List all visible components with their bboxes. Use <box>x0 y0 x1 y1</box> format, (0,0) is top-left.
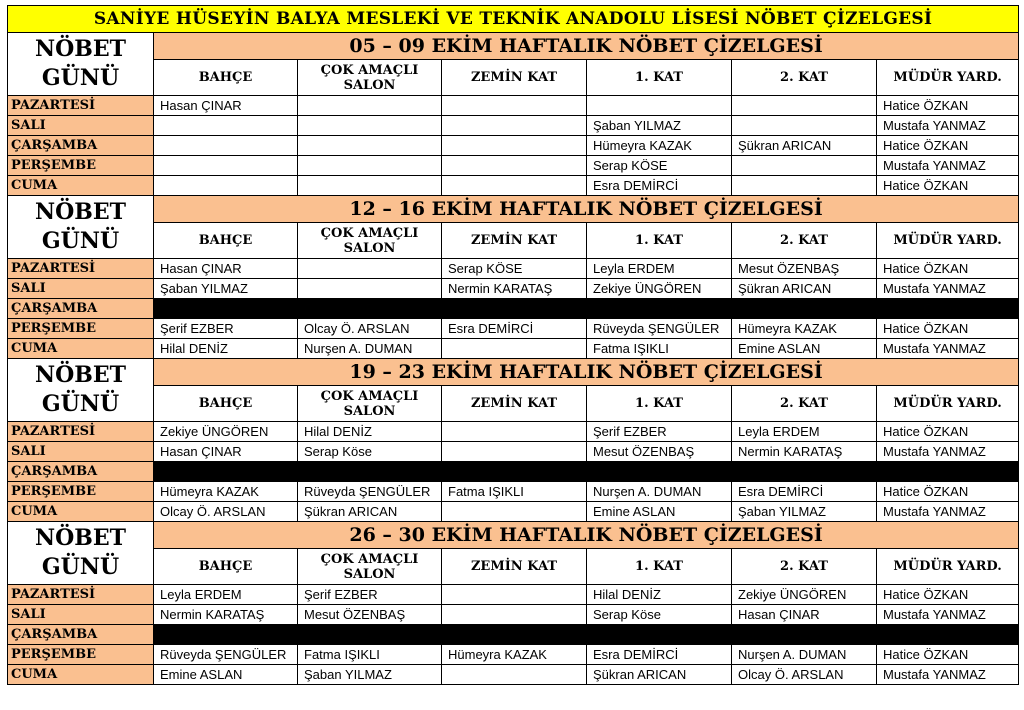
duty-cell: Hümeyra KAZAK <box>154 482 298 502</box>
day-row <box>8 442 1019 462</box>
duty-cell: Hümeyra KAZAK <box>587 136 732 156</box>
column-header: ZEMİN KAT <box>442 386 587 422</box>
duty-cell: Nurşen A. DUMAN <box>587 482 732 502</box>
duty-cell <box>298 176 442 196</box>
duty-cell <box>154 156 298 176</box>
duty-cell: Mustafa YANMAZ <box>877 116 1019 136</box>
column-header: ÇOK AMAÇLI SALON <box>298 60 442 96</box>
duty-cell: Nurşen A. DUMAN <box>732 645 877 665</box>
nobet-label-line1: NÖBET <box>34 199 126 225</box>
duty-cell: Mustafa YANMAZ <box>877 665 1019 685</box>
column-header: MÜDÜR YARD. <box>877 60 1019 96</box>
duty-cell <box>442 136 587 156</box>
duty-cell <box>154 176 298 196</box>
day-row <box>8 299 1019 319</box>
day-row <box>8 156 1019 176</box>
duty-cell: Hatice ÖZKAN <box>877 259 1019 279</box>
day-label: SALI <box>8 279 154 299</box>
duty-cell: Esra DEMİRCİ <box>732 482 877 502</box>
column-header-row <box>8 549 1019 585</box>
no-duty-bar <box>154 299 1019 319</box>
column-header: 2. KAT <box>732 549 877 585</box>
duty-cell <box>298 136 442 156</box>
duty-cell: Şükran ARICAN <box>298 502 442 522</box>
day-label: ÇARŞAMBA <box>8 462 154 482</box>
duty-cell: Şaban YILMAZ <box>154 279 298 299</box>
duty-cell: Şaban YILMAZ <box>732 502 877 522</box>
day-row <box>8 625 1019 645</box>
duty-cell: Serap KÖSE <box>442 259 587 279</box>
duty-cell: Mustafa YANMAZ <box>877 339 1019 359</box>
duty-cell: Mustafa YANMAZ <box>877 605 1019 625</box>
duty-cell: Rüveyda ŞENGÜLER <box>298 482 442 502</box>
day-label: CUMA <box>8 665 154 685</box>
day-row <box>8 176 1019 196</box>
duty-cell: Emine ASLAN <box>587 502 732 522</box>
duty-cell <box>154 136 298 156</box>
duty-cell <box>298 279 442 299</box>
duty-cell: Şaban YILMAZ <box>587 116 732 136</box>
duty-cell: Olcay Ö. ARSLAN <box>154 502 298 522</box>
duty-cell <box>732 116 877 136</box>
day-label: PAZARTESİ <box>8 96 154 116</box>
day-row <box>8 279 1019 299</box>
day-row <box>8 136 1019 156</box>
column-header: ÇOK AMAÇLI SALON <box>298 223 442 259</box>
duty-cell: Serap Köse <box>298 442 442 462</box>
duty-cell: Hasan ÇINAR <box>154 259 298 279</box>
day-label: CUMA <box>8 339 154 359</box>
column-header-row <box>8 223 1019 259</box>
week-title: 05 – 09 EKİM HAFTALIK NÖBET ÇİZELGESİ <box>154 33 1019 60</box>
duty-cell: Şaban YILMAZ <box>298 665 442 685</box>
day-label: PERŞEMBE <box>8 482 154 502</box>
duty-cell <box>442 176 587 196</box>
duty-cell: Leyla ERDEM <box>154 585 298 605</box>
schedule-title: SANİYE HÜSEYİN BALYA MESLEKİ VE TEKNİK ANADOLU LİSESİ NÖBET ÇİZELGESİ <box>8 6 1019 33</box>
duty-cell: Şükran ARICAN <box>732 279 877 299</box>
column-header: ZEMİN KAT <box>442 549 587 585</box>
duty-cell <box>442 96 587 116</box>
duty-cell <box>442 116 587 136</box>
duty-cell: Hilal DENİZ <box>298 422 442 442</box>
duty-cell <box>442 442 587 462</box>
day-label: ÇARŞAMBA <box>8 136 154 156</box>
column-header: 1. KAT <box>587 549 732 585</box>
duty-cell: Hümeyra KAZAK <box>442 645 587 665</box>
week-title: 12 – 16 EKİM HAFTALIK NÖBET ÇİZELGESİ <box>154 196 1019 223</box>
duty-cell: Nermin KARATAŞ <box>442 279 587 299</box>
nobet-label-line1: NÖBET <box>34 362 126 388</box>
duty-cell: Fatma IŞIKLI <box>442 482 587 502</box>
day-label: PERŞEMBE <box>8 156 154 176</box>
duty-cell: Olcay Ö. ARSLAN <box>298 319 442 339</box>
duty-cell: Hasan ÇINAR <box>154 96 298 116</box>
duty-cell: Şerif EZBER <box>154 319 298 339</box>
column-header-row <box>8 386 1019 422</box>
week-title: 26 – 30 EKİM HAFTALIK NÖBET ÇİZELGESİ <box>154 522 1019 549</box>
duty-cell: Olcay Ö. ARSLAN <box>732 665 877 685</box>
day-label: PAZARTESİ <box>8 585 154 605</box>
duty-cell: Hatice ÖZKAN <box>877 422 1019 442</box>
duty-cell: Mesut ÖZENBAŞ <box>298 605 442 625</box>
week-header-row <box>8 196 1019 223</box>
nobet-label-line2: GÜNÜ <box>41 65 120 91</box>
column-header: 2. KAT <box>732 386 877 422</box>
day-row <box>8 116 1019 136</box>
duty-cell: Şükran ARICAN <box>587 665 732 685</box>
nobet-label-line2: GÜNÜ <box>41 554 120 580</box>
day-row <box>8 605 1019 625</box>
column-header: BAHÇE <box>154 549 298 585</box>
duty-cell: Mustafa YANMAZ <box>877 156 1019 176</box>
duty-cell: Esra DEMİRCİ <box>587 176 732 196</box>
no-duty-bar <box>154 462 1019 482</box>
duty-cell <box>298 156 442 176</box>
day-label: CUMA <box>8 176 154 196</box>
day-row <box>8 259 1019 279</box>
duty-cell <box>442 422 587 442</box>
column-header: BAHÇE <box>154 60 298 96</box>
duty-cell: Hatice ÖZKAN <box>877 176 1019 196</box>
duty-cell: Hatice ÖZKAN <box>877 319 1019 339</box>
duty-cell: Nermin KARATAŞ <box>154 605 298 625</box>
duty-cell: Serap Köse <box>587 605 732 625</box>
week-header-row <box>8 33 1019 60</box>
day-row <box>8 319 1019 339</box>
duty-cell <box>298 259 442 279</box>
column-header: 2. KAT <box>732 223 877 259</box>
duty-cell <box>442 665 587 685</box>
column-header-row <box>8 60 1019 96</box>
duty-cell: Fatma IŞIKLI <box>298 645 442 665</box>
duty-cell: Emine ASLAN <box>732 339 877 359</box>
duty-cell: Mustafa YANMAZ <box>877 442 1019 462</box>
column-header: 1. KAT <box>587 60 732 96</box>
day-row <box>8 422 1019 442</box>
column-header: 1. KAT <box>587 386 732 422</box>
day-label: PAZARTESİ <box>8 422 154 442</box>
duty-cell <box>154 116 298 136</box>
day-row <box>8 665 1019 685</box>
duty-cell <box>298 96 442 116</box>
day-row <box>8 645 1019 665</box>
duty-cell: Emine ASLAN <box>154 665 298 685</box>
duty-cell: Hatice ÖZKAN <box>877 585 1019 605</box>
nobet-label-line1: NÖBET <box>34 36 126 62</box>
duty-cell: Nermin KARATAŞ <box>732 442 877 462</box>
day-row <box>8 339 1019 359</box>
column-header: ZEMİN KAT <box>442 223 587 259</box>
duty-cell: Mesut ÖZENBAŞ <box>587 442 732 462</box>
duty-cell: Mesut ÖZENBAŞ <box>732 259 877 279</box>
week-header-row <box>8 359 1019 386</box>
duty-cell: Şükran ARICAN <box>732 136 877 156</box>
duty-cell: Hilal DENİZ <box>587 585 732 605</box>
duty-cell: Hatice ÖZKAN <box>877 482 1019 502</box>
nobet-label-line2: GÜNÜ <box>41 391 120 417</box>
column-header: ÇOK AMAÇLI SALON <box>298 549 442 585</box>
duty-cell <box>732 156 877 176</box>
duty-cell: Hasan ÇINAR <box>732 605 877 625</box>
no-duty-bar <box>154 625 1019 645</box>
duty-cell: Zekiye ÜNGÖREN <box>154 422 298 442</box>
duty-cell <box>732 176 877 196</box>
nobet-label-line2: GÜNÜ <box>41 228 120 254</box>
week-title: 19 – 23 EKİM HAFTALIK NÖBET ÇİZELGESİ <box>154 359 1019 386</box>
week-header-row <box>8 522 1019 549</box>
duty-cell: Leyla ERDEM <box>587 259 732 279</box>
day-label: CUMA <box>8 502 154 522</box>
duty-cell <box>442 502 587 522</box>
column-header: 1. KAT <box>587 223 732 259</box>
duty-cell <box>298 116 442 136</box>
duty-cell: Şerif EZBER <box>587 422 732 442</box>
nobet-gunu-label <box>8 33 154 96</box>
day-label: ÇARŞAMBA <box>8 299 154 319</box>
duty-cell: Serap KÖSE <box>587 156 732 176</box>
duty-cell: Hatice ÖZKAN <box>877 136 1019 156</box>
day-label: PERŞEMBE <box>8 319 154 339</box>
column-header: ZEMİN KAT <box>442 60 587 96</box>
day-label: SALI <box>8 442 154 462</box>
nobet-gunu-label <box>8 359 154 422</box>
duty-cell: Leyla ERDEM <box>732 422 877 442</box>
duty-cell: Hatice ÖZKAN <box>877 96 1019 116</box>
day-row <box>8 96 1019 116</box>
duty-cell: Şerif EZBER <box>298 585 442 605</box>
nobet-gunu-label <box>8 196 154 259</box>
duty-cell: Rüveyda ŞENGÜLER <box>587 319 732 339</box>
duty-cell: Esra DEMİRCİ <box>442 319 587 339</box>
column-header: MÜDÜR YARD. <box>877 223 1019 259</box>
day-label: SALI <box>8 116 154 136</box>
duty-cell: Hatice ÖZKAN <box>877 645 1019 665</box>
column-header: 2. KAT <box>732 60 877 96</box>
duty-cell: Hilal DENİZ <box>154 339 298 359</box>
day-label: ÇARŞAMBA <box>8 625 154 645</box>
duty-cell <box>732 96 877 116</box>
duty-cell: Nurşen A. DUMAN <box>298 339 442 359</box>
duty-cell: Hümeyra KAZAK <box>732 319 877 339</box>
duty-cell: Esra DEMİRCİ <box>587 645 732 665</box>
duty-cell: Mustafa YANMAZ <box>877 279 1019 299</box>
day-label: PAZARTESİ <box>8 259 154 279</box>
title-row <box>8 6 1019 33</box>
duty-cell <box>442 156 587 176</box>
nobet-gunu-label <box>8 522 154 585</box>
day-row <box>8 585 1019 605</box>
column-header: ÇOK AMAÇLI SALON <box>298 386 442 422</box>
column-header: MÜDÜR YARD. <box>877 386 1019 422</box>
column-header: BAHÇE <box>154 223 298 259</box>
duty-cell <box>587 96 732 116</box>
duty-cell <box>442 605 587 625</box>
column-header: BAHÇE <box>154 386 298 422</box>
duty-cell <box>442 339 587 359</box>
duty-cell: Zekiye ÜNGÖREN <box>587 279 732 299</box>
duty-cell: Rüveyda ŞENGÜLER <box>154 645 298 665</box>
nobet-label-line1: NÖBET <box>34 525 126 551</box>
day-row <box>8 482 1019 502</box>
duty-cell <box>442 585 587 605</box>
duty-cell: Hasan ÇINAR <box>154 442 298 462</box>
duty-cell: Mustafa YANMAZ <box>877 502 1019 522</box>
duty-cell: Zekiye ÜNGÖREN <box>732 585 877 605</box>
duty-schedule-table <box>7 5 1019 685</box>
day-row <box>8 462 1019 482</box>
day-label: PERŞEMBE <box>8 645 154 665</box>
day-label: SALI <box>8 605 154 625</box>
column-header: MÜDÜR YARD. <box>877 549 1019 585</box>
duty-cell: Fatma IŞIKLI <box>587 339 732 359</box>
day-row <box>8 502 1019 522</box>
